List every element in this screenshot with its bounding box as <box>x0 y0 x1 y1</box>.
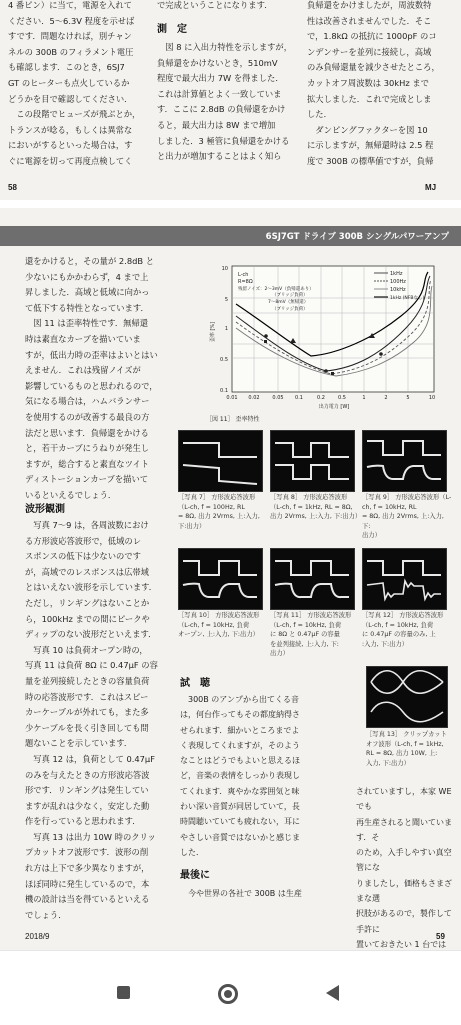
legend-entry: 100Hz <box>390 279 406 285</box>
listening-text: 300B のアンプから出てくる音 は，何台作ってもその都度納得さ せられます．細かいところまでよ く表現してくれますが，そのよう なことはどうでもよいと思えるほ ど，音楽の表情をしっかり表現し てくれます．爽やかな雰囲気と味 わい深い音質が同居していて，長 時間聴いていても疲れない，耳に やさしい音質ではないかと感じま した． <box>180 695 300 857</box>
y-tick: 5 <box>224 297 228 303</box>
graph-note: （ブリッジ負荷） <box>272 293 308 298</box>
page-number-58: 58 <box>8 183 17 192</box>
x-tick: 0.01 <box>226 395 238 401</box>
figure-caption: ［図 11］ 歪率特性 <box>206 416 260 423</box>
y-tick: 0.1 <box>220 388 228 394</box>
x-tick: 1 <box>362 395 366 401</box>
photo-11-caption: ［写真 11］ 方形波応答波形（L-ch, f = 10kHz, 負荷 に 8Ω と 0.47μF の容量 を並列接続, 上:入力, 下: 出力） <box>270 612 352 657</box>
section-heading-conclusion: 最後に <box>180 870 210 881</box>
page58-column-1: 4 番ピン）に当て，電源を入れて ください．5～6.3V 程度を示せば すです．問題なければ，別チャン ネルの 300B のフィラメント電圧 も確認します．このとき，6SJ7 GT のヒーターも点火しているか どうかを目で確認してください． この段階でヒューズが飛ぶとか， トランスが唸る，もしくは異常な においがするといった場合は，す ぐに電源を切って再度点検してく <box>8 0 141 166</box>
x-tick: 5 <box>406 395 410 401</box>
recent-apps-button[interactable] <box>117 986 130 999</box>
system-navigation-bar <box>0 950 461 1025</box>
x-tick: 10 <box>428 395 436 401</box>
distortion-graph <box>206 258 442 433</box>
photo-13-waveform <box>366 666 448 728</box>
article-title: 6SJ7GT ドライブ 300B シングルパワーアンプ <box>265 232 449 242</box>
photo-7-waveform <box>178 430 263 492</box>
issue-date: 2018/9 <box>25 932 50 941</box>
section-heading-listening: 試 聴 <box>180 678 210 689</box>
legend-entry: 1kHz (NFBなし) <box>390 296 425 301</box>
page58-column-2-lead: で完成ということになります． <box>157 0 273 10</box>
x-axis-label: 出力電力 [W] <box>318 404 350 410</box>
y-tick: 10 <box>221 266 228 272</box>
conclusion-text: 今や世界の各社で 300B は生産 <box>180 889 302 898</box>
page-number-59: 59 <box>436 932 445 941</box>
page59-column-1a: 還をかけると，その量が 2.8dB と 少ないにもかかわらず，4 まで上 昇しました．高域と低域に向かっ て低下する特性となっています． 図 11 は歪率特性です．無帰還 時は素直なカーブを描いていま すが，低出力時の歪率はよいとはい えません．これは残留ノイズが 影響しているものと思われるので， 気になる場合は，ハムバランサー を使用するのが改善する最良の方 法だと思います．負帰還をかける と，若干カーブにうねりが発生し ますが，総合すると素直なツイト ディストーションカーブを描いて いるといえるでしょう． <box>25 256 158 500</box>
photo-7-caption: ［写真 7］ 方形波応答波形（L-ch, f = 100Hz, RL = 8Ω, 出力 2Vrms, 上:入力, 下:出力） <box>178 494 260 530</box>
section-heading-measurement: 測 定 <box>157 24 187 35</box>
photo-9-caption: ［写真 9］ 方形波応答波形（L-ch, f = 10kHz, RL = 8Ω, 出力 2Vrms, 上:入力, 下: 出力） <box>362 494 452 539</box>
page59-column-3: されていますし，本家 WE でも 再生産されると聞いています．そ のため，入手しやすい真空管にな りましたし，価格もさまざまな選 択肢があるので，製作して手許に 置いておきたい 1 台では <box>356 787 452 949</box>
article-banner <box>0 226 461 246</box>
photo-13-caption: ［写真 13］ クリップカットオフ波形（L-ch, f = 1kHz, RL = 8Ω, 出力 10W, 上: 入力, 下:出力） <box>366 731 447 767</box>
page-gap <box>0 200 461 208</box>
x-tick: 0.1 <box>295 395 303 401</box>
page59-column-1b: 写真 7～9 は，各周波数におけ る方形波応答波形で，低域のレ スポンスの低下は少ないのです が，高域でのレスポンスは広帯域 とはいえない波形を示しています． ただし，リンギングはないことか ら，100kHz までの間にピークや ディップのない波形だといえます． 写真 10 は負荷オープン時の， 写真 11 は負荷 8Ω に 0.47μF の容 量を並列接続したときの容量負荷 時の応答波形です．これはスピー カーケーブルが外れても，また多 少ケーブルを長く引き回しても問 題ないことを示しています． 写真 12 は，負荷として 0.47μF のみを与えたときの方形波応答波 形です．リンギングは発生してい ますが乱れは少なく，安定した動 作を行っていると思われます． 写真 13 は出力 10W 時のクリッ プカットオフ波形です．波形の削 れ方は上下で多少異なりますが， ほぼ同時に発生しているので，本 機の設計は当を得ているといえる でしょう． <box>25 520 158 920</box>
page-59 <box>0 208 461 950</box>
photo-12-caption: ［写真 12］ 方形波応答波形（L-ch, f = 10kHz, 負荷 に 0.47μF の容量のみ, 上 :入力, 下:出力） <box>362 612 444 648</box>
page-58 <box>0 0 461 200</box>
photo-12-waveform <box>362 548 447 610</box>
x-tick: 2 <box>384 395 388 401</box>
magazine-mark: MJ <box>425 183 437 192</box>
y-tick: 0.5 <box>220 357 228 363</box>
y-axis-label: 歪率 [%] <box>210 321 216 343</box>
legend-entry: 10kHz <box>390 287 406 293</box>
page58-column-3: 負帰還をかけましたが，周波数特 性は改善されませんでした．そこ で，1.8kΩ の抵抗に 1000pF のコ ンデンサーを並列に接続し，高域 のみ負帰還量を減少させたところ， カットオフ周波数は 30kHz まで 拡大しました．これで完成としま した． ダンピングファクターを図 10 に示しますが，無帰還時は 2.5 程 度で 300B の標準値ですが，負帰 <box>307 0 440 166</box>
graph-note: 7～8mV（無帰還） <box>268 300 309 305</box>
x-tick: 0.5 <box>338 395 346 401</box>
photo-8-waveform <box>270 430 355 492</box>
y-tick: 1 <box>224 326 228 332</box>
back-button[interactable] <box>326 985 339 1001</box>
section-heading-waveform: 波形観測 <box>25 504 65 515</box>
graph-note: L-ch <box>238 272 249 278</box>
photo-10-caption: ［写真 10］ 方形波応答波形（L-ch, f = 10kHz, 負荷 オープン, 上:入力, 下:出力） <box>178 612 260 638</box>
graph-note: （ブリッジ負荷） <box>272 307 308 312</box>
home-button[interactable] <box>218 984 238 1004</box>
graph-note: 残留ノイズ：2～3mV（負帰還あり） <box>238 287 314 292</box>
x-tick: 0.02 <box>248 395 260 401</box>
graph-note: R=8Ω <box>238 279 253 285</box>
x-tick: 0.2 <box>317 395 325 401</box>
page58-column-2: 図 8 に入出力特性を示しますが， 負帰還をかけないとき，510mV 程度で最大出力 7W を得ました． これは計算値とよく一致していま す．ここに 2.8dB の負帰還をかけ ると，最大出力は 8W まで増加 しました．3 極管に負帰還をかける と出力が増加することはよく知ら <box>157 42 293 162</box>
photo-10-waveform <box>178 548 263 610</box>
x-tick: 0.05 <box>272 395 284 401</box>
photo-9-waveform <box>362 430 447 492</box>
legend-entry: 1kHz <box>390 271 403 277</box>
photo-11-waveform <box>270 548 355 610</box>
photo-8-caption: ［写真 8］ 方形波応答波形（L-ch, f = 1kHz, RL = 8Ω, 出力 2Vrms, 上:入力, 下:出力） <box>270 494 362 520</box>
